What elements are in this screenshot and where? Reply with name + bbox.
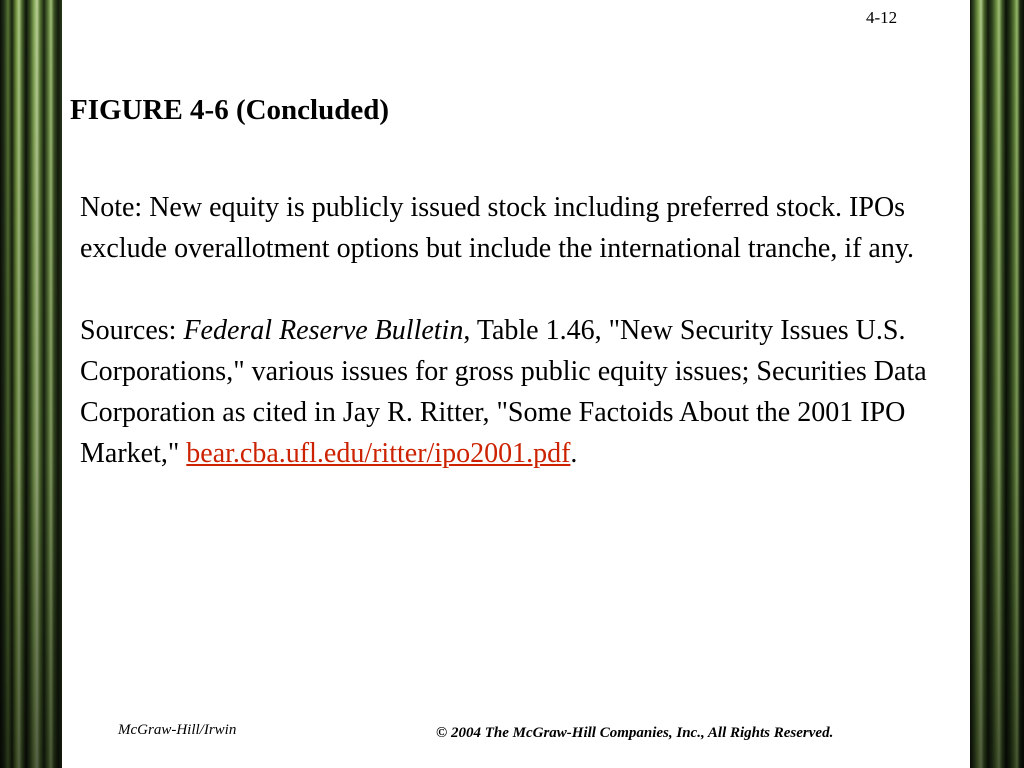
- footer-copyright: © 2004 The McGraw-Hill Companies, Inc., All Rights Reserved.: [436, 725, 834, 741]
- source-link[interactable]: bear.cba.ufl.edu/ritter/ipo2001.pdf: [186, 438, 571, 469]
- sources-prefix: Sources:: [80, 315, 184, 346]
- publication-title: Federal Reserve Bulletin: [183, 315, 464, 346]
- right-decorative-border: [970, 0, 1024, 768]
- footer-publisher: McGraw-Hill/Irwin: [118, 722, 237, 738]
- sources-text: , Table 1.46, "New Security Issues U.S. Corporations," various issues for gross public equity issues; Securities Data Corporation as cited in Jay R. Ritter, "Some Factoids About the 2001 IPO Market,": [80, 315, 927, 469]
- sources-suffix: .: [570, 438, 578, 469]
- slide-title: FIGURE 4-6 (Concluded): [70, 94, 390, 126]
- page-number: 4-12: [866, 8, 898, 27]
- sources-paragraph: [80, 310, 965, 474]
- slide-body: [80, 187, 965, 474]
- note-paragraph: Note: New equity is publicly issued stock including preferred stock. IPOs exclude overallotment options but include the international tranche, if any.: [80, 192, 915, 264]
- left-decorative-border: [0, 0, 62, 768]
